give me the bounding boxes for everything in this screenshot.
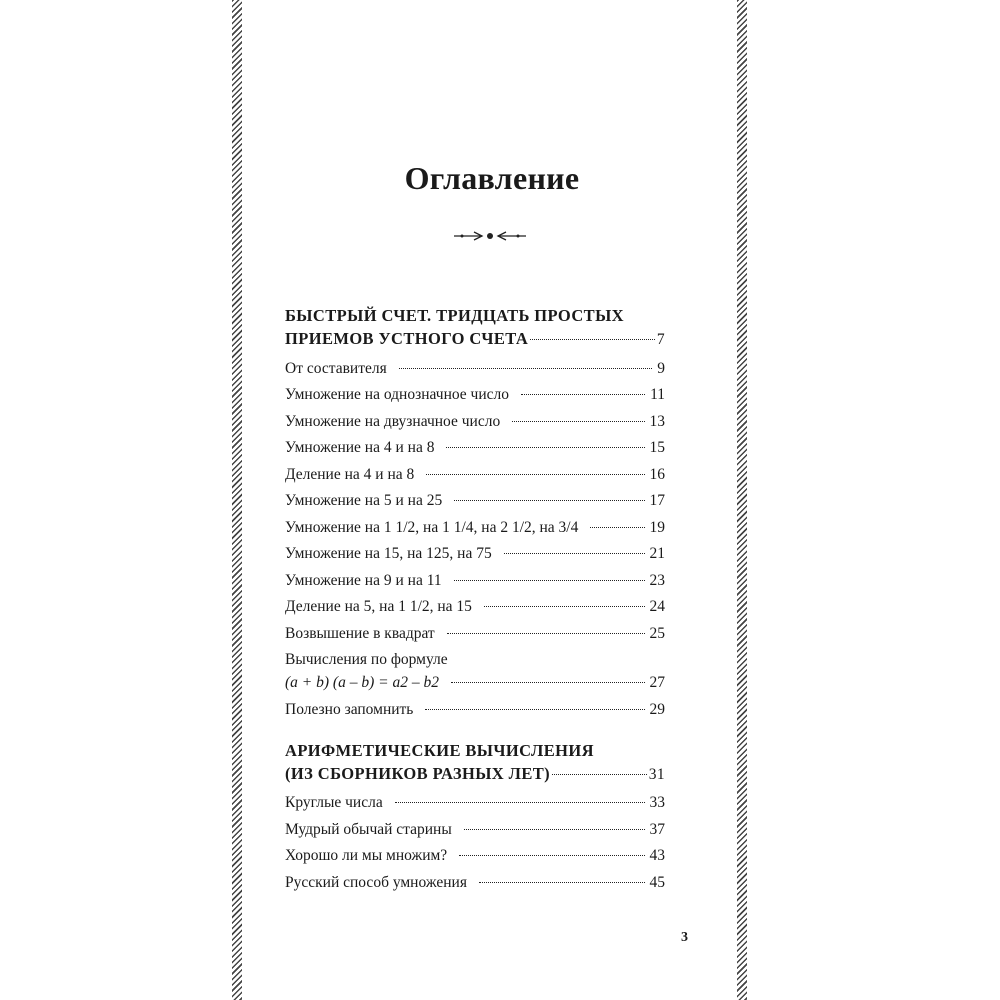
entry-page-number: 15: [649, 439, 665, 456]
dot-leader: [521, 394, 645, 395]
toc-entry[interactable]: [285, 820, 665, 839]
toc-section: [285, 304, 665, 719]
section-title-line: АРИФМЕТИЧЕСКИЕ ВЫЧИСЛЕНИЯ: [285, 740, 594, 760]
entry-label: Умножение на однозначное число: [285, 386, 510, 403]
dot-leader: [399, 368, 653, 369]
entry-label: Круглые числа: [285, 794, 383, 811]
entry-label: От составителя: [285, 359, 387, 377]
entry-page-number: 11: [650, 386, 665, 403]
entry-label: Вычисления по формуле: [285, 651, 448, 668]
toc-entry[interactable]: [285, 793, 665, 812]
entry-formula: (a + b) (a – b) = a2 – b2: [285, 674, 439, 691]
right-decorative-border: [737, 0, 747, 1000]
left-decorative-border: [232, 0, 242, 1000]
entry-page-number: 19: [649, 518, 665, 536]
page-title: Оглавление: [404, 160, 580, 196]
toc-entry[interactable]: [285, 518, 665, 537]
page-number: 3: [681, 930, 688, 945]
entry-page-number: 21: [649, 545, 665, 562]
dot-leader: [454, 500, 644, 501]
entry-label: Деление на 5, на 1 1/2, на 15: [285, 598, 472, 615]
entry-label: Умножение на 1 1/2, на 1 1/4, на 2 1/2, на 3/4: [285, 518, 579, 536]
book-page: [247, 0, 737, 1000]
entry-page-number: 16: [649, 465, 665, 483]
entry-page-number: 13: [649, 412, 665, 430]
dot-leader: [451, 682, 645, 683]
entry-page-number: 9: [657, 359, 665, 377]
entry-label: Мудрый обычай старины: [285, 820, 452, 838]
entry-label: Деление на 4 и на 8: [285, 465, 415, 483]
entry-page-number: 29: [649, 700, 665, 718]
toc-entry[interactable]: [285, 544, 665, 563]
flourish-divider-icon: [452, 229, 528, 248]
dot-leader: [425, 709, 644, 710]
toc-entry[interactable]: [285, 846, 665, 865]
toc-entry[interactable]: [285, 571, 665, 590]
entry-page-number: 23: [649, 571, 665, 589]
section-title-line: БЫСТРЫЙ СЧЕТ. ТРИДЦАТЬ ПРОСТЫХ: [285, 306, 624, 325]
entry-label: Умножение на 5 и на 25: [285, 492, 443, 509]
section-page-number: 7: [656, 331, 665, 348]
toc-entry[interactable]: [285, 650, 665, 692]
toc-entry[interactable]: [285, 624, 665, 643]
toc-entry[interactable]: [285, 412, 665, 431]
entry-label: Умножение на 15, на 125, на 75: [285, 545, 492, 562]
entry-page-number: 25: [649, 624, 665, 642]
dot-leader: [512, 421, 644, 422]
entry-page-number: 37: [649, 820, 665, 838]
toc-entry[interactable]: [285, 597, 665, 616]
dot-leader: [426, 474, 644, 475]
section-title-line: (ИЗ СБОРНИКОВ РАЗНЫХ ЛЕТ): [285, 763, 551, 783]
entry-page-number: 27: [649, 674, 665, 691]
entry-page-number: 33: [649, 794, 665, 811]
dot-leader: [395, 802, 645, 803]
entry-label: Хорошо ли мы множим?: [285, 847, 448, 864]
toc-entry[interactable]: [285, 700, 665, 719]
toc-section: [285, 739, 665, 892]
toc-entry[interactable]: [285, 359, 665, 378]
table-of-contents: [285, 304, 665, 904]
dot-leader: [484, 606, 645, 607]
dot-leader: [459, 855, 644, 856]
entry-label: Возвышение в квадрат: [285, 624, 435, 642]
toc-entry[interactable]: [285, 465, 665, 484]
entry-page-number: 43: [649, 847, 665, 864]
section-title-row[interactable]: [285, 762, 665, 786]
dot-leader: [446, 447, 644, 448]
entry-page-number: 45: [649, 873, 665, 891]
section-title-row[interactable]: [285, 327, 665, 351]
entry-label: Умножение на 9 и на 11: [285, 571, 442, 589]
dot-leader: [504, 553, 645, 554]
dot-leader: [530, 339, 655, 340]
section-title-line: ПРИЕМОВ УСТНОГО СЧЕТА: [285, 329, 529, 348]
dot-leader: [447, 633, 645, 634]
entry-page-number: 17: [649, 492, 665, 509]
section-page-number: 31: [648, 765, 665, 783]
entry-label: Русский способ умножения: [285, 873, 467, 891]
toc-entry[interactable]: [285, 438, 665, 457]
entry-label: Полезно запомнить: [285, 700, 414, 718]
entry-label: Умножение на 4 и на 8: [285, 439, 435, 456]
entry-page-number: 24: [649, 598, 665, 615]
dot-leader: [590, 527, 644, 528]
dot-leader: [454, 580, 645, 581]
toc-entry[interactable]: [285, 873, 665, 892]
dot-leader: [479, 882, 645, 883]
dot-leader: [464, 829, 645, 830]
toc-entry[interactable]: [285, 385, 665, 404]
toc-entry[interactable]: [285, 491, 665, 510]
dot-leader: [552, 774, 647, 775]
entry-label: Умножение на двузначное число: [285, 412, 501, 430]
